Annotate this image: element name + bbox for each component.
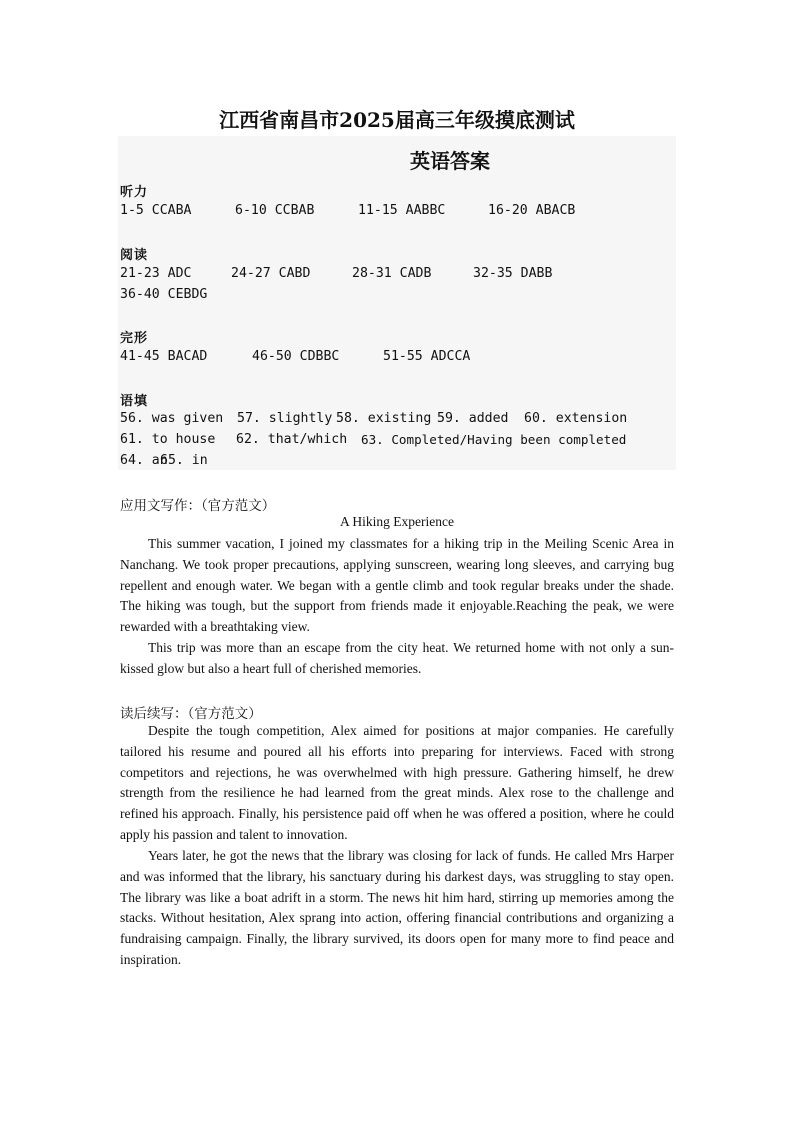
grammar-answer-60: 60. extension bbox=[524, 411, 628, 426]
cloze-answer-2: 46-50 CDBBC bbox=[252, 349, 340, 364]
continuation-writing-paragraph-2: Years later, he got the news that the library was closing for lack of funds. He called Mrs Harper and was informed that the library, his sanctuary during his darkest days, was struggling to stay open. The library was like a boat adrift in a storm. The news hit him hard, stirring up memories among the stacks. Without hesitation, Alex sprang into action, offering financial contributions and organizing a fundraising campaign. Finally, the library survived, its doors open for many more to find peace and inspiration. bbox=[120, 848, 674, 967]
reading-answer-4: 32-35 DABB bbox=[473, 266, 553, 281]
reading-answer-1: 21-23 ADC bbox=[120, 266, 192, 281]
cloze-answer-3: 51-55 ADCCA bbox=[383, 349, 471, 364]
grammar-answer-59: 59. added bbox=[437, 411, 509, 426]
continuation-writing-paragraph-1: Despite the tough competition, Alex aimed for positions at major companies. He carefully tailored his resume and poured all his efforts into preparing for interviews. Faced with strong competitors and rejections, he was overwhelmed with high pressure. Gathering himself, he drew strength from the resilience he had learned from the great minds. Alex rose to the challenge and refined his approach. Finally, his persistence paid off when he was offered a position, where he could apply his passion and talent to innovation. bbox=[120, 723, 674, 842]
listening-answer-2: 6-10 CCBAB bbox=[235, 203, 315, 218]
cloze-heading: 完形 bbox=[120, 331, 149, 346]
document-subtitle: 英语答案 bbox=[410, 149, 490, 173]
essay-title: A Hiking Experience bbox=[340, 514, 454, 529]
practical-writing-paragraph-2: This trip was more than an escape from the city heat. We returned home with not only a sun-kissed glow but also a heart full of cherished memories. bbox=[120, 640, 674, 676]
reading-heading: 阅读 bbox=[120, 248, 149, 263]
grammar-answer-56: 56. was given bbox=[120, 411, 224, 426]
grammar-answer-62: 62. that/which bbox=[236, 432, 348, 447]
listening-heading: 听力 bbox=[120, 185, 149, 200]
reading-answer-2: 24-27 CABD bbox=[231, 266, 311, 281]
grammar-answer-64: 64. an bbox=[120, 453, 168, 468]
listening-answer-1: 1-5 CCABA bbox=[120, 203, 192, 218]
grammar-answer-63: 63. Completed/Having been completed bbox=[361, 432, 627, 447]
reading-answer-5: 36-40 CEBDG bbox=[120, 287, 208, 302]
cloze-answer-1: 41-45 BACAD bbox=[120, 349, 208, 364]
continuation-writing-heading: 读后续写：（官方范文） bbox=[120, 706, 262, 722]
grammar-answer-58: 58. existing bbox=[336, 411, 432, 426]
document-title: 江西省南昌市2025届高三年级摸底测试 bbox=[219, 108, 575, 132]
reading-answer-3: 28-31 CADB bbox=[352, 266, 432, 281]
grammar-answer-61: 61. to house bbox=[120, 432, 216, 447]
grammar-answer-57: 57. slightly bbox=[237, 411, 333, 426]
grammar-answer-65: 65. in bbox=[160, 453, 208, 468]
practical-writing-paragraph-1: This summer vacation, I joined my classmates for a hiking trip in the Meiling Scenic Area in Nanchang. We took proper precautions, applying sunscreen, wearing long sleeves, and carrying bug repellent and enough water. We began with a gentle climb and took regular breaks under the shade. The hiking was tough, but the support from friends made it enjoyable.Reaching the peak, we were rewarded with a breathtaking view. bbox=[120, 536, 674, 635]
practical-writing-heading: 应用文写作：（官方范文） bbox=[120, 498, 276, 514]
listening-answer-4: 16-20 ABACB bbox=[488, 203, 576, 218]
listening-answer-3: 11-15 AABBC bbox=[358, 203, 446, 218]
grammar-heading: 语填 bbox=[120, 394, 149, 409]
